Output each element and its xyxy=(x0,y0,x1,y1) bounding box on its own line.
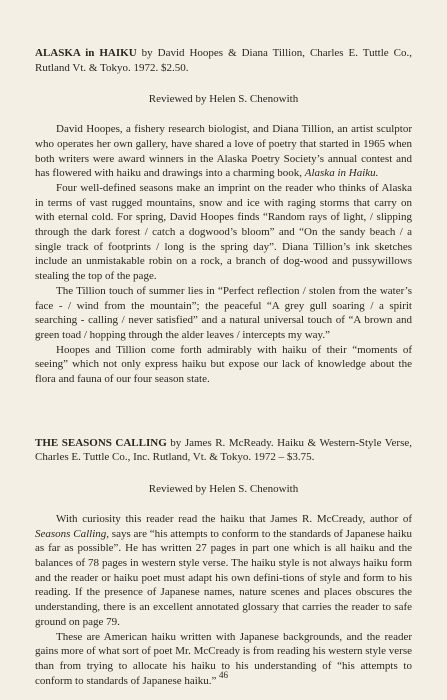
book-citation xyxy=(35,436,412,465)
paragraph-text: With curiosity this reader read the haiku that James R. McCready, author of xyxy=(56,512,412,525)
paragraph-text: David Hoopes, a fishery research biologist, and Diana Tillion, an artist sculptor who operates her own gallery, have shared a love of poetry that started in 1965 when both writers were award winners in the Alaska Poetry Society’s annual contest and has flowered with haiku and drawings into a charming book, xyxy=(35,123,412,180)
paragraph-text: says are “his attempts to conform to the standards of Japanese haiku as far as possible”. He has written 27 pages in part one which is all haiku and the balances of 78 pages in western style verse. The haiku style is not always haiku form and the reader or haiku poet must adapt his own defini-tions of style and form to his reading. If the presence of Japanese names, nature scenes and places obscures the understanding, there is an excellent annotated glossary that carries the reader to safe ground on page 79. xyxy=(35,527,412,628)
review-the-seasons-calling xyxy=(35,436,412,689)
page-number: 46 xyxy=(219,670,228,680)
review-body xyxy=(35,122,412,387)
review-alaska-in-haiku xyxy=(35,46,412,387)
paragraph xyxy=(35,122,412,181)
paragraph xyxy=(35,512,412,630)
paragraph: The Tillion touch of summer lies in “Perfect reflection / stolen from the water’s face - / wind from the mountain”; the peaceful “A grey gull soaring / a spirit searching - calling / never satisfied” and a natural universal touch of “A brown and green toad / hopping through the alder leaves / intercepts my way.” xyxy=(35,284,412,341)
book-title: THE SEASONS CALLING xyxy=(35,436,167,449)
reviewer-line: Reviewed by Helen S. Chenowith xyxy=(148,93,299,106)
book-citation xyxy=(35,46,412,75)
paragraph: These are American haiku written with Japanese backgrounds, and the reader gains more of what sort of poet Mr. McCready is from reading his western style verse than from trying to allocate his haiku to his understanding of “his attempts to conform to standards of Japanese haiku.” xyxy=(35,630,412,687)
paragraph: Four well-defined seasons make an imprint on the reader who thinks of Alaska in terms of vast rugged mountains, snow and ice with raging storms that carry on with eternal cold. For spring, David Hoopes finds “Random rays of light, / slipping through the dark forest / catch a dogwood’s bloom” and “On the sandy beach / a single track of footprints / long is the spring day”. Diana Tillion’s ink sketches include an unmistakable robin on a rock, a branch of dog-wood and pussywillows stealing the top of the page. xyxy=(35,181,412,283)
italic-book-title: Alaska in Haiku. xyxy=(304,167,379,180)
reviewer-line: Reviewed by Helen S. Chenowith xyxy=(148,483,299,496)
book-title: ALASKA in HAIKU xyxy=(35,47,137,59)
italic-book-title: Seasons Calling, xyxy=(35,527,109,540)
book-details: by David Hoopes & Diana Tillion, Charles E. Tuttle Co., Rutland Vt. & Tokyo. 1972. $2.50. xyxy=(35,47,412,74)
paragraph: Hoopes and Tillion come forth admirably with haiku of their “moments of seeing” which not only express haiku but expose our lack of knowledge about the flora and fauna of our four season state. xyxy=(35,343,412,386)
section-spacer xyxy=(35,387,412,436)
page-content xyxy=(35,46,412,688)
book-details: by James R. McReady. Haiku & Western-Style Verse, Charles E. Tuttle Co., Inc. Rutland, Vt. & Tokyo. 1972 – $3.75. xyxy=(35,436,412,464)
review-body xyxy=(35,512,412,688)
